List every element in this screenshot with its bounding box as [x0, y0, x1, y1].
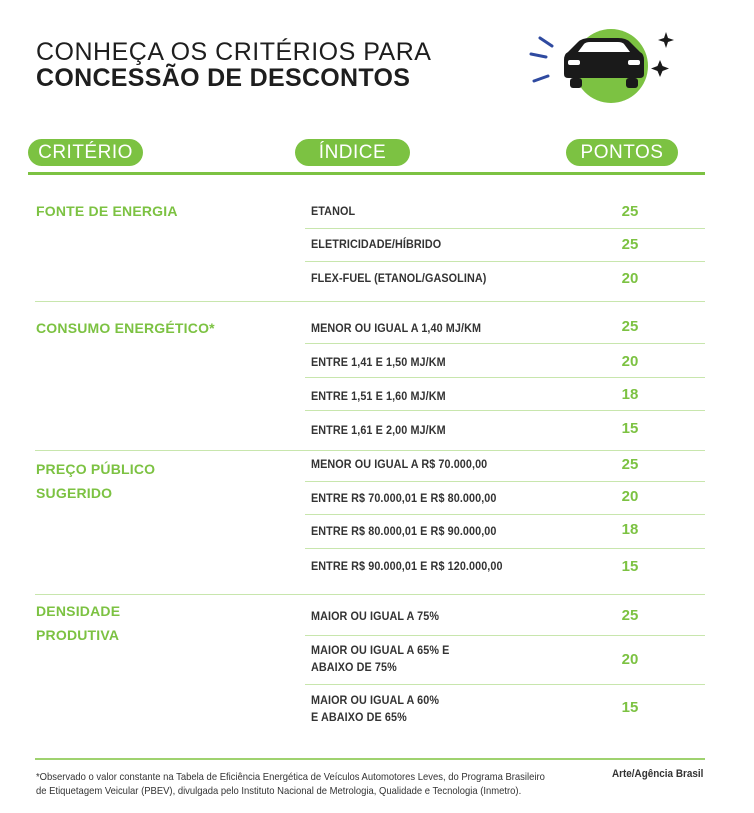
car-icon — [526, 24, 676, 104]
group-divider — [35, 594, 705, 595]
index-line: MAIOR OU IGUAL A 60% — [311, 693, 440, 707]
criterion-line: PRODUTIVA — [36, 627, 120, 643]
footnote — [36, 770, 558, 798]
header-divider — [28, 172, 705, 175]
index-line: ENTRE 1,51 E 1,60 MJ/KM — [311, 389, 446, 403]
points-value: 15 — [621, 558, 639, 575]
index-line: ENTRE R$ 70.000,01 E R$ 80.000,00 — [311, 491, 497, 505]
group-divider — [35, 301, 705, 302]
index-label — [311, 388, 446, 405]
column-header-criterio: CRITÉRIO — [28, 139, 143, 166]
footnote-line: *Observado o valor constante na Tabela de Eficiência Energética de Veículos Automotores Leves, do Programa Brasileiro — [36, 771, 545, 783]
points-value: 20 — [621, 488, 639, 505]
index-label — [311, 490, 496, 507]
criterion-label — [36, 457, 155, 505]
points-value: 25 — [621, 236, 639, 253]
criterion-line: SUGERIDO — [36, 485, 113, 501]
row-divider — [305, 635, 705, 636]
row-divider — [305, 548, 705, 549]
index-line: ENTRE R$ 90.000,01 E R$ 120.000,00 — [311, 559, 503, 573]
index-line: FLEX-FUEL (ETANOL/GASOLINA) — [311, 271, 487, 285]
criterion-line: PREÇO PÚBLICO — [36, 461, 156, 477]
points-value: 25 — [621, 318, 639, 335]
row-divider — [305, 261, 705, 262]
points-value: 25 — [621, 456, 639, 473]
footnote-line: de Etiquetagem Veicular (PBEV), divulgada pelo Instituto Nacional de Metrologia, Qualidade e Tecnologia (Inmetro). — [36, 785, 522, 797]
row-divider — [305, 377, 705, 378]
criterion-line: CONSUMO ENERGÉTICO* — [36, 320, 215, 336]
column-header-pontos: PONTOS — [566, 139, 678, 166]
points-value: 20 — [621, 651, 639, 668]
points-value: 15 — [621, 699, 639, 716]
row-divider — [305, 343, 705, 344]
index-line: E ABAIXO DE 65% — [311, 710, 407, 724]
points-value: 25 — [621, 607, 639, 624]
group-divider — [35, 450, 705, 451]
row-divider — [305, 481, 705, 482]
points-value: 20 — [621, 353, 639, 370]
row-divider — [305, 228, 705, 229]
criterion-line: DENSIDADE — [36, 603, 121, 619]
points-value: 15 — [621, 420, 639, 437]
points-value: 18 — [621, 521, 639, 538]
criterion-line: FONTE DE ENERGIA — [36, 203, 178, 219]
footer-divider — [35, 758, 705, 760]
index-line: ENTRE 1,41 E 1,50 MJ/KM — [311, 355, 446, 369]
points-value: 20 — [621, 270, 639, 287]
row-divider — [305, 410, 705, 411]
criterion-label — [36, 199, 178, 223]
index-label — [311, 456, 487, 473]
index-label — [311, 354, 446, 371]
index-label — [311, 236, 441, 253]
index-label — [311, 692, 439, 726]
criterion-label — [36, 599, 120, 647]
index-label — [311, 203, 355, 220]
index-line: ETANOL — [311, 204, 356, 218]
index-line: MAIOR OU IGUAL A 65% E — [311, 643, 450, 657]
criterion-label — [36, 316, 215, 340]
index-label — [311, 608, 439, 625]
index-line: MENOR OU IGUAL A R$ 70.000,00 — [311, 457, 488, 471]
points-value: 18 — [621, 386, 639, 403]
row-divider — [305, 684, 705, 685]
column-header-indice: ÍNDICE — [295, 139, 410, 166]
index-label — [311, 270, 486, 287]
index-line: ABAIXO DE 75% — [311, 660, 397, 674]
page-title-line2: CONCESSÃO DE DESCONTOS — [36, 64, 411, 92]
row-divider — [305, 514, 705, 515]
index-line: MAIOR OU IGUAL A 75% — [311, 609, 440, 623]
index-label — [311, 558, 503, 575]
index-line: ENTRE 1,61 E 2,00 MJ/KM — [311, 423, 446, 437]
points-value: 25 — [621, 203, 639, 220]
page-title-line1: CONHEÇA OS CRITÉRIOS PARA — [36, 38, 432, 66]
index-label — [311, 422, 446, 439]
image-credit: Arte/Agência Brasil — [612, 768, 704, 780]
index-line: ELETRICIDADE/HÍBRIDO — [311, 237, 442, 251]
index-line: MENOR OU IGUAL A 1,40 MJ/KM — [311, 321, 482, 335]
index-line: ENTRE R$ 80.000,01 E R$ 90.000,00 — [311, 524, 497, 538]
index-label — [311, 523, 496, 540]
index-label — [311, 642, 449, 676]
index-label — [311, 320, 481, 337]
